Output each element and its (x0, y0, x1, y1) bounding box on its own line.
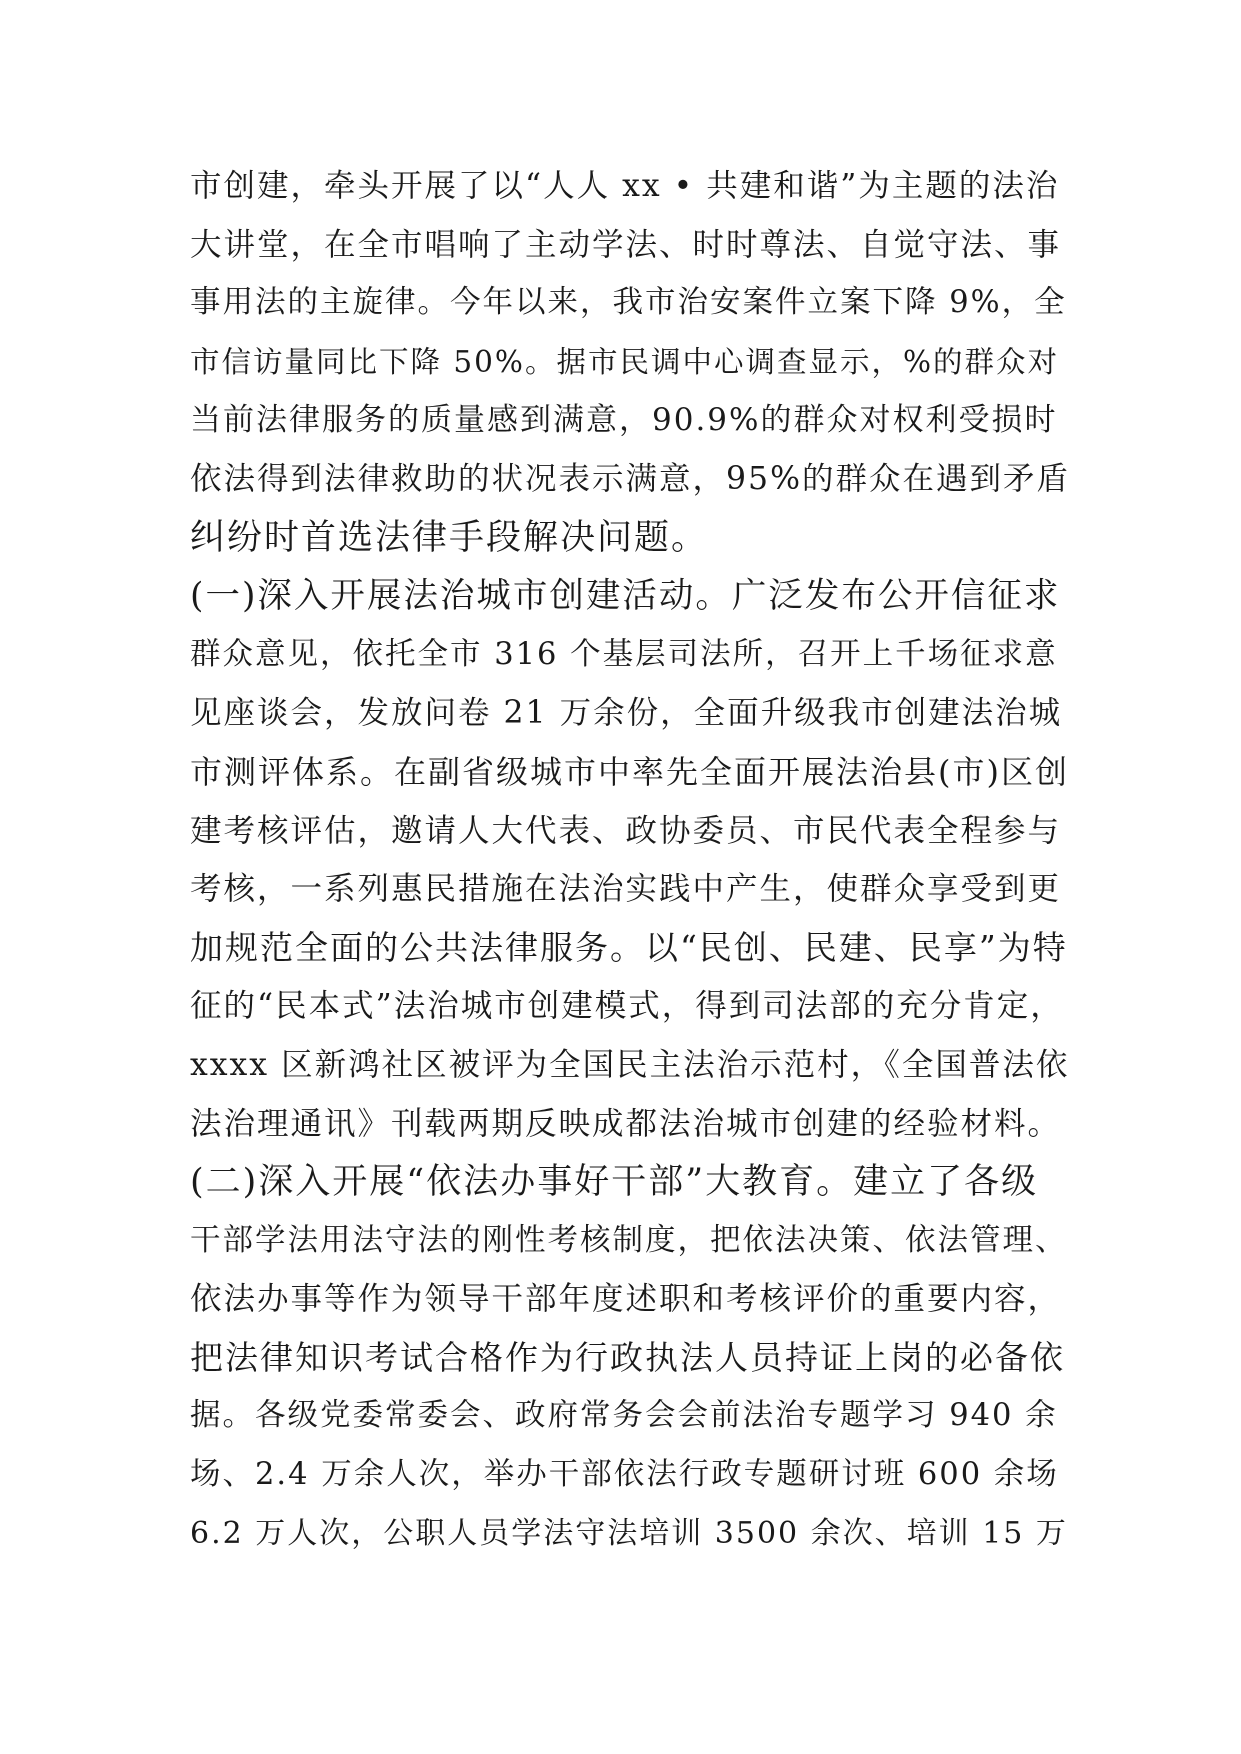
text-line: 市创建，牵头开展了以“人人 xx • 共建和谐”为主题的法治 (190, 168, 1060, 204)
text-line: (一)深入开展法治城市创建活动。广泛发布公开信征求 (190, 576, 1061, 617)
text-line: xxxx 区新鸿社区被评为全国民主法治示范村，《全国普法依 (190, 1046, 1070, 1083)
text-line: 当前法律服务的质量感到满意，90.9%的群众对权利受损时 (190, 402, 1058, 439)
text-line: 依法得到法律救助的状况表示满意，95%的群众在遇到矛盾 (190, 460, 1070, 497)
text-line: 市信访量同比下降 50%。据市民调中心调查显示，%的群众对 (190, 344, 1059, 379)
text-line: 事用法的主旋律。今年以来，我市治安案件立案下降 9%，全 (190, 285, 1067, 321)
text-line: 加规范全面的公共法律服务。以“民创、民建、民享”为特 (190, 927, 1068, 967)
text-line: 干部学法用法守法的刚性考核制度，把依法决策、依法管理、 (190, 1222, 1068, 1258)
text-line: 把法律知识考试合格作为行政执法人员持证上岗的必备依 (190, 1337, 1065, 1377)
text-line: 群众意见，依托全市 316 个基层司法所，召开上千场征求意 (190, 636, 1058, 672)
body-text (190, 157, 1070, 1563)
text-line: 考核，一系列惠民措施在法治实践中产生，使群众享受到更 (190, 871, 1062, 908)
text-line: 见座谈会，发放问卷 21 万余份，全面升级我市创建法治城 (190, 695, 1063, 732)
text-line: 纠纷时首选法律手段解决问题。 (190, 517, 709, 558)
text-line: 市测评体系。在副省级城市中率先全面开展法治县(市)区创 (190, 752, 1069, 791)
text-line: 6.2 万人次，公职人员学法守法培训 3500 余次、培训 15 万 (190, 1515, 1068, 1551)
text-line: 据。各级党委常委会、政府常务会会前法治专题学习 940 余 (190, 1398, 1058, 1434)
text-line: 征的“民本式”法治城市创建模式，得到司法部的充分肯定， (190, 988, 1064, 1025)
text-line: (二)深入开展“依法办事好干部”大教育。建立了各级 (190, 1162, 1039, 1203)
text-line: 建考核评估，邀请人大代表、政协委员、市民代表全程参与 (190, 812, 1062, 849)
text-line: 依法办事等作为领导干部年度述职和考核评价的重要内容， (190, 1281, 1062, 1318)
text-line: 法治理通讯》刊载两期反映成都法治城市创建的经验材料。 (190, 1105, 1062, 1142)
text-line: 大讲堂，在全市唱响了主动学法、时时尊法、自觉守法、事 (190, 226, 1062, 263)
text-line: 场、2.4 万余人次，举办干部依法行政专题研讨班 600 余场 (190, 1457, 1059, 1493)
